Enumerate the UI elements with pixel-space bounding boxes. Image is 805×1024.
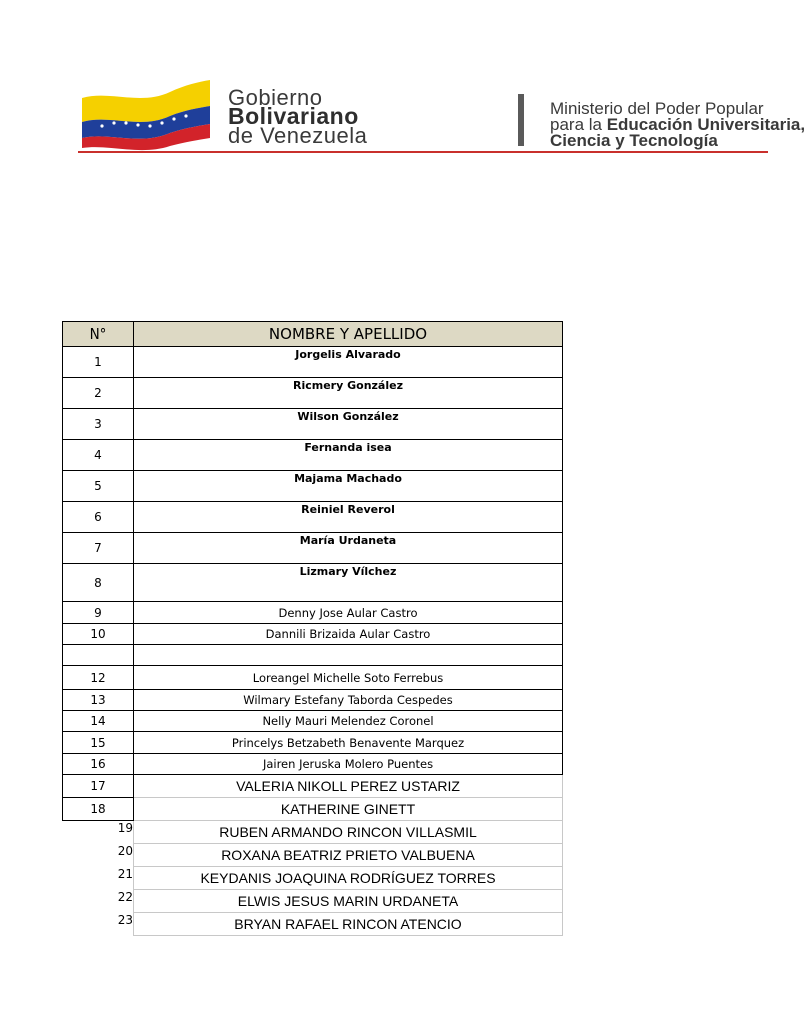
table-row [63,690,563,711]
row-name: Denny Jose Aular Castro [134,602,563,624]
column-header-name: NOMBRE Y APELLIDO [134,322,563,347]
ministerio-line-2: para la Educación Universitaria, [550,115,805,134]
row-name: Reiniel Reverol [134,502,563,533]
gobierno-line-2: Bolivariano [228,103,359,129]
table-row [63,624,563,645]
table-row [63,890,563,913]
row-name: Dannili Brizaida Aular Castro [134,624,563,645]
row-number: 6 [63,502,134,533]
row-number [63,645,134,666]
table-row [63,564,563,602]
row-name: María Urdaneta [134,533,563,564]
table-row [63,440,563,471]
row-name: Jorgelis Alvarado [134,347,563,378]
venezuela-flag-logo [80,76,212,148]
row-number: 19 [117,821,133,835]
table-row [63,754,563,775]
table-row [63,913,563,936]
row-number: 4 [63,440,134,471]
row-name: Nelly Mauri Melendez Coronel [134,711,563,732]
row-number: 9 [63,602,134,624]
table-row [63,666,563,690]
table-row [63,602,563,624]
row-number: 2 [63,378,134,409]
table-row [63,502,563,533]
ministerio-line-1: Ministerio del Poder Popular [550,99,764,118]
row-number: 15 [63,732,134,754]
row-number: 17 [63,775,134,798]
row-number: 21 [117,866,133,881]
table-row [63,409,563,440]
gobierno-line-1: Gobierno [228,85,323,110]
row-name: KEYDANIS JOAQUINA RODRÍGUEZ TORRES [134,867,563,890]
row-name: ELWIS JESUS MARIN URDANETA [134,890,563,913]
table-row [63,711,563,732]
row-number: 7 [63,533,134,564]
table-row [63,378,563,409]
ministerio-line-3: Ciencia y Tecnología [550,131,718,150]
row-name: Princelys Betzabeth Benavente Marquez [134,732,563,754]
row-number: 12 [63,666,134,690]
row-name: RUBEN ARMANDO RINCON VILLASMIL [134,821,563,844]
table-row [63,471,563,502]
row-number: 1 [63,347,134,378]
row-number: 16 [63,754,134,775]
row-name: Wilmary Estefany Taborda Cespedes [134,690,563,711]
row-name: VALERIA NIKOLL PEREZ USTARIZ [134,775,563,798]
table-header-row [63,322,563,347]
row-name: Loreangel Michelle Soto Ferrebus [134,666,563,690]
table-row [63,732,563,754]
row-name: KATHERINE GINETT [134,798,563,821]
row-number: 5 [63,471,134,502]
table-row [63,347,563,378]
row-name: Fernanda isea [134,440,563,471]
table-row [63,867,563,890]
row-number: 3 [63,409,134,440]
gobierno-wordmark [228,85,368,148]
row-number: 14 [63,711,134,732]
row-number: 22 [117,889,133,904]
header-divider [518,94,524,146]
row-name: Ricmery González [134,378,563,409]
table-row [63,775,563,798]
row-name: BRYAN RAFAEL RINCON ATENCIO [134,913,563,936]
row-name [134,645,563,666]
row-number: 8 [63,564,134,602]
row-name: Lizmary Vílchez [134,564,563,602]
row-number: 20 [117,843,133,858]
table-row [63,533,563,564]
row-number: 23 [117,912,133,927]
table-row [63,645,563,666]
header-underline [78,151,768,153]
table-row [63,844,563,867]
table-row [63,798,563,821]
row-name: Wilson González [134,409,563,440]
column-header-number: N° [63,322,134,347]
page-header [78,74,805,154]
ministerio-wordmark [550,101,805,149]
table-row [63,821,563,844]
row-name: Majama Machado [134,471,563,502]
row-number: 10 [63,624,134,645]
row-number: 18 [63,798,134,821]
row-name: Jairen Jeruska Molero Puentes [134,754,563,775]
row-name: ROXANA BEATRIZ PRIETO VALBUENA [134,844,563,867]
row-number: 13 [63,690,134,711]
student-list-table [62,321,563,936]
gobierno-line-3: de Venezuela [228,123,368,148]
